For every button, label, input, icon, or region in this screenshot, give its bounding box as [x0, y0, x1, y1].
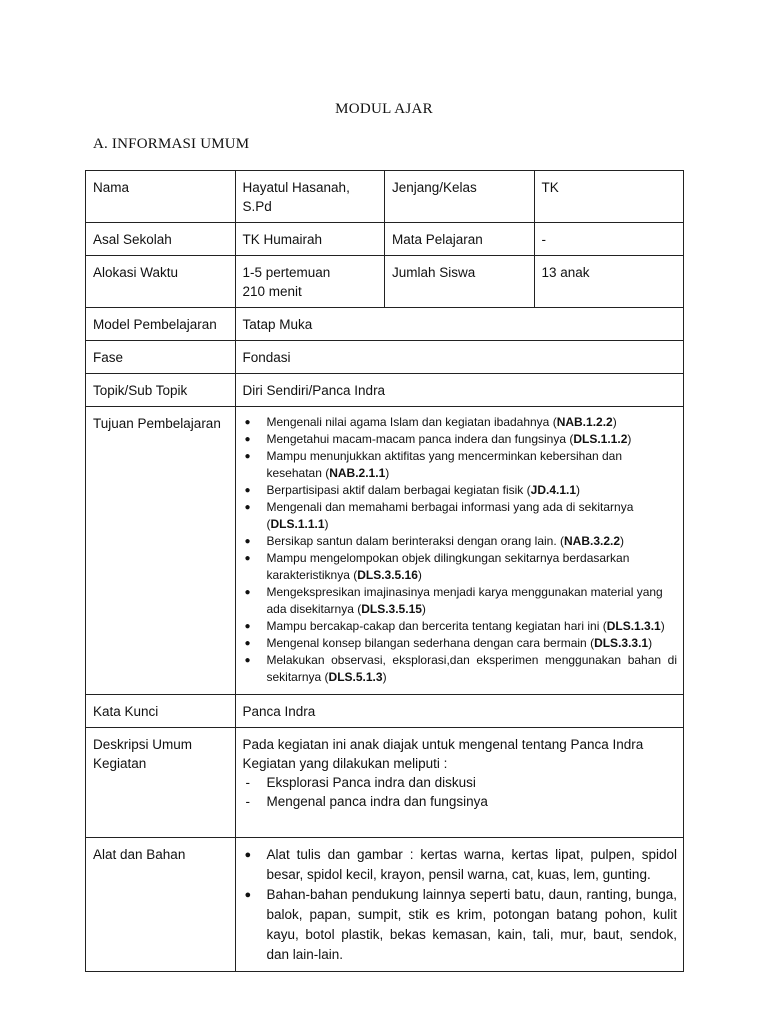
list-item: ● Mampu bercakap-cakap dan bercerita tentang kegiatan hari ini (DLS.1.3.1): [243, 618, 678, 635]
jumlah-label: Jumlah Siswa: [385, 256, 535, 308]
alokasi-value-line-2: 210 menit: [242, 284, 302, 299]
row-tujuan: [86, 407, 684, 695]
section-title: A. INFORMASI UMUM: [93, 136, 250, 152]
deskripsi-line-1: Pada kegiatan ini anak diajak untuk mengenal tentang Panca Indra: [242, 737, 644, 752]
deskripsi-label: Deskripsi Umum Kegiatan: [86, 728, 236, 838]
row-alokasi: [86, 256, 684, 308]
list-item: ● Mampu mengelompokan objek dilingkungan sekitarnya berdasarkan karakteristiknya (DLS.3.5.16): [243, 550, 678, 584]
asal-label: Asal Sekolah: [86, 223, 236, 256]
list-item: ● Bahan-bahan pendukung lainnya seperti batu, daun, ranting, bunga, balok, papan, sumpit, stik es krim, potongan batang pohon, kulit kayu, botol plastik, bekas kemasan, kain, tali, mur, baut, sendok, dan lain-lain.: [243, 885, 678, 965]
list-item: ● Mengekspresikan imajinasinya menjadi karya menggunakan material yang ada disekitarnya (DLS.3.5.15): [243, 584, 678, 618]
deskripsi-line-2: Kegiatan yang dilakukan meliputi :: [242, 756, 448, 771]
alat-value: [235, 838, 684, 972]
model-label: Model Pembelajaran: [86, 308, 236, 341]
list-item: ● Mengenali dan memahami berbagai informasi yang ada di sekitarnya (DLS.1.1.1): [243, 499, 678, 533]
row-model: [86, 308, 684, 341]
topik-label: Topik/Sub Topik: [86, 374, 236, 407]
list-item: ● Mampu menunjukkan aktifitas yang mencerminkan kebersihan dan kesehatan (NAB.2.1.1): [243, 448, 678, 482]
model-value: Tatap Muka: [235, 308, 684, 341]
list-item: - Mengenal panca indra dan fungsinya: [243, 792, 678, 811]
mapel-label: Mata Pelajaran: [385, 223, 535, 256]
kata-label: Kata Kunci: [86, 695, 236, 728]
nama-value: Hayatul Hasanah, S.Pd: [235, 171, 385, 223]
row-kata-kunci: [86, 695, 684, 728]
jumlah-value: 13 anak: [534, 256, 684, 308]
list-item: ● Berpartisipasi aktif dalam berbagai kegiatan fisik (JD.4.1.1): [243, 482, 678, 499]
tujuan-value: [235, 407, 684, 695]
row-alat: [86, 838, 684, 972]
fase-label: Fase: [86, 341, 236, 374]
alat-list: [243, 845, 678, 965]
row-nama: [86, 171, 684, 223]
topik-value: Diri Sendiri/Panca Indra: [235, 374, 684, 407]
alokasi-label: Alokasi Waktu: [86, 256, 236, 308]
tujuan-label: Tujuan Pembelajaran: [86, 407, 236, 695]
list-item: ● Mengetahui macam-macam panca indera dan fungsinya (DLS.1.1.2): [243, 431, 678, 448]
fase-value: Fondasi: [235, 341, 684, 374]
list-item: - Eksplorasi Panca indra dan diskusi: [243, 773, 678, 792]
row-deskripsi: [86, 728, 684, 838]
alokasi-value: [235, 256, 385, 308]
jenjang-label: Jenjang/Kelas: [385, 171, 535, 223]
list-item: ● Mengenali nilai agama Islam dan kegiatan ibadahnya (NAB.1.2.2): [243, 414, 678, 431]
jenjang-value: TK: [534, 171, 684, 223]
list-item: ● Mengenal konsep bilangan sederhana dengan cara bermain (DLS.3.3.1): [243, 635, 678, 652]
deskripsi-list: [243, 773, 678, 811]
tujuan-list: [243, 414, 678, 686]
row-topik: [86, 374, 684, 407]
alokasi-value-line-1: 1-5 pertemuan: [242, 265, 331, 280]
nama-label: Nama: [86, 171, 236, 223]
deskripsi-value: [235, 728, 684, 838]
document-title: MODUL AJAR: [335, 101, 433, 117]
alat-label: Alat dan Bahan: [86, 838, 236, 972]
list-item: ● Bersikap santun dalam berinteraksi dengan orang lain. (NAB.3.2.2): [243, 533, 678, 550]
list-item: ● Melakukan observasi, eksplorasi,dan eksperimen menggunakan bahan di sekitarnya (DLS.5.1.3): [243, 652, 678, 686]
kata-value: Panca Indra: [235, 695, 684, 728]
mapel-value: -: [534, 223, 684, 256]
info-table: [85, 170, 684, 972]
row-fase: [86, 341, 684, 374]
list-item: ● Alat tulis dan gambar : kertas warna, kertas lipat, pulpen, spidol besar, spidol kecil, krayon, pensil warna, cat, kuas, lem, gunting.: [243, 845, 678, 885]
asal-value: TK Humairah: [235, 223, 385, 256]
row-asal: [86, 223, 684, 256]
